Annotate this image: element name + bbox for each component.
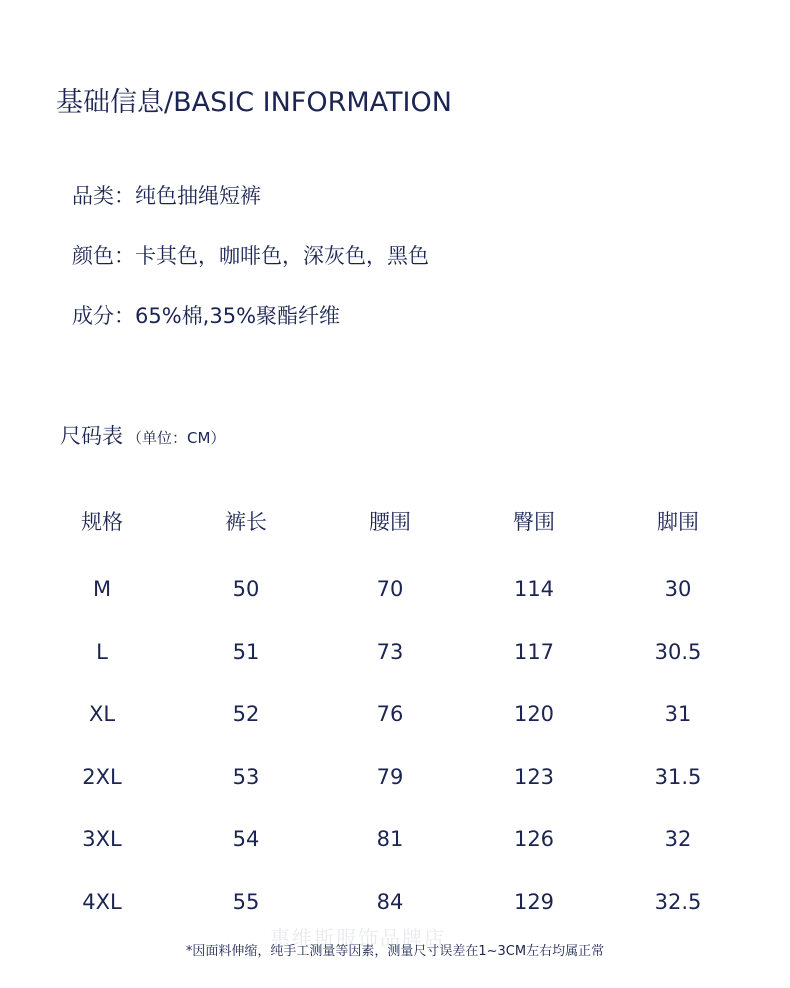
table-row bbox=[30, 621, 750, 684]
table-row bbox=[30, 558, 750, 621]
info-color-label: 颜色： bbox=[72, 244, 135, 268]
header-cell: 臀围 bbox=[513, 510, 555, 534]
info-material-label: 成分： bbox=[72, 304, 135, 328]
table-row bbox=[30, 683, 750, 746]
measurement-note: *因面料伸缩，纯手工测量等因素，测量尺寸误差在1~3CM左右均属正常 bbox=[185, 944, 605, 959]
info-category bbox=[72, 180, 261, 210]
table-cell: 52 bbox=[232, 702, 260, 727]
table-cell: 2XL bbox=[82, 764, 122, 789]
table-cell: 50 bbox=[232, 577, 260, 602]
table-cell: 81 bbox=[376, 827, 404, 852]
size-table bbox=[30, 490, 750, 933]
table-cell: 4XL bbox=[82, 889, 122, 914]
table-cell: 31.5 bbox=[654, 764, 702, 789]
table-cell: 114 bbox=[513, 577, 555, 602]
header-cell: 腰围 bbox=[369, 510, 411, 534]
table-cell: 53 bbox=[232, 764, 260, 789]
table-cell: 117 bbox=[513, 639, 555, 664]
table-cell: 30 bbox=[664, 577, 692, 602]
table-cell: L bbox=[96, 639, 108, 664]
table-cell: 70 bbox=[376, 577, 404, 602]
size-chart-unit: （单位：CM） bbox=[127, 429, 226, 447]
info-material-value: 65%棉,35%聚酯纤维 bbox=[135, 304, 341, 328]
info-color-value: 卡其色，咖啡色，深灰色，黑色 bbox=[135, 244, 429, 268]
table-cell: 76 bbox=[376, 702, 404, 727]
info-material bbox=[72, 300, 340, 330]
page-title: 基础信息/BASIC INFORMATION bbox=[56, 87, 452, 118]
table-cell: 84 bbox=[376, 889, 404, 914]
table-cell: 30.5 bbox=[654, 639, 702, 664]
watermark: 惠维斯服饰品牌店 bbox=[270, 926, 446, 950]
header-cell: 裤长 bbox=[225, 510, 267, 534]
table-cell: 126 bbox=[513, 827, 555, 852]
info-category-label: 品类： bbox=[72, 184, 135, 208]
table-cell: 120 bbox=[513, 702, 555, 727]
info-color bbox=[72, 240, 429, 270]
table-cell: 32 bbox=[664, 827, 692, 852]
table-row bbox=[30, 746, 750, 809]
table-cell: 55 bbox=[232, 889, 260, 914]
table-row bbox=[30, 808, 750, 871]
table-cell: 73 bbox=[376, 639, 404, 664]
table-cell: 54 bbox=[232, 827, 260, 852]
table-cell: XL bbox=[88, 702, 116, 727]
table-row bbox=[30, 871, 750, 934]
table-cell: M bbox=[92, 577, 112, 602]
table-cell: 32.5 bbox=[654, 889, 702, 914]
table-cell: 129 bbox=[513, 889, 555, 914]
table-cell: 51 bbox=[232, 639, 260, 664]
size-chart-title bbox=[60, 420, 225, 450]
info-category-value: 纯色抽绳短裤 bbox=[135, 184, 261, 208]
table-cell: 3XL bbox=[82, 827, 122, 852]
table-header-row bbox=[30, 490, 750, 552]
header-cell: 规格 bbox=[81, 510, 123, 534]
table-cell: 79 bbox=[376, 764, 404, 789]
table-cell: 123 bbox=[513, 764, 555, 789]
table-cell: 31 bbox=[664, 702, 692, 727]
size-chart-title-text: 尺码表 bbox=[60, 424, 123, 448]
header-cell: 脚围 bbox=[657, 510, 699, 534]
